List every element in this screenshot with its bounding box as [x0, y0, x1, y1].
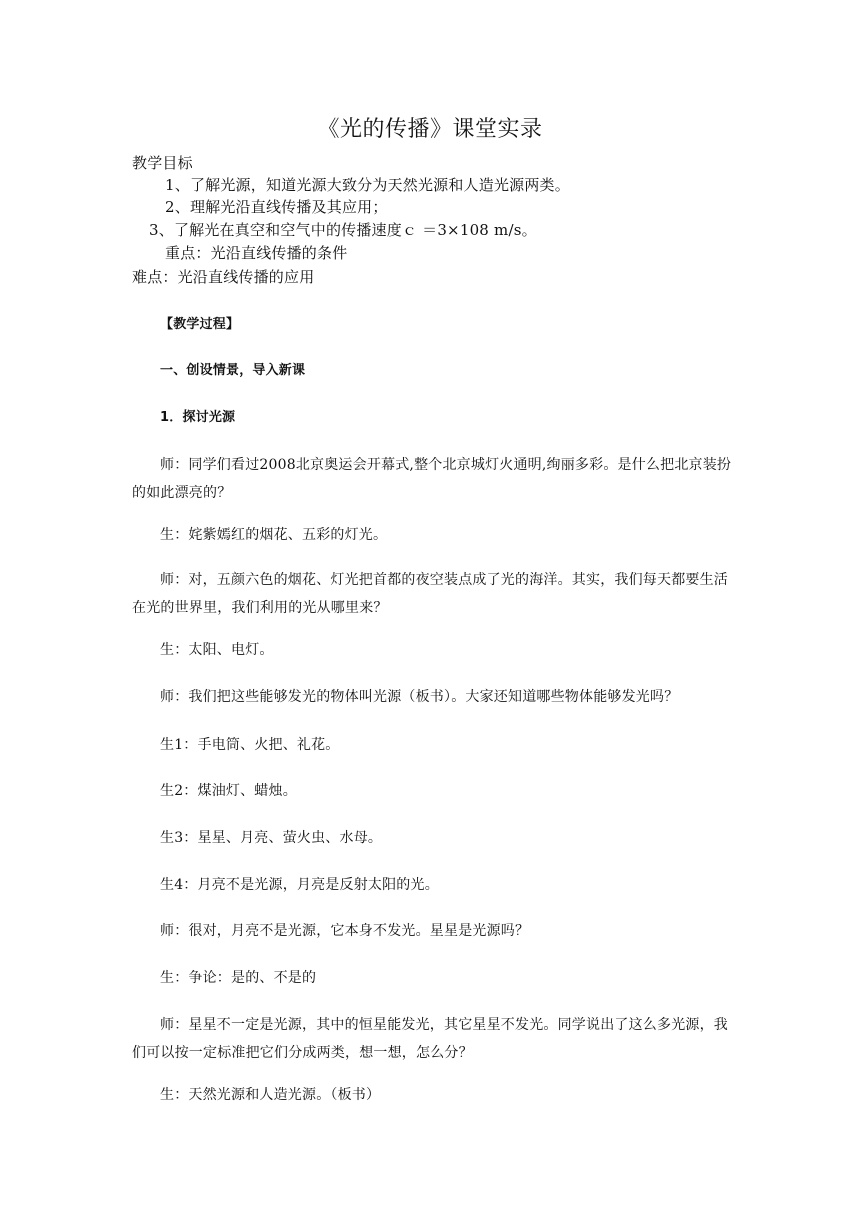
subsection-heading: 1．探讨光源 [160, 410, 236, 425]
objectives-heading: 教学目标 [132, 154, 193, 172]
dialogue-paragraph: 生1：手电筒、火把、礼花。 [160, 737, 340, 753]
objective-item-1: 1、了解光源，知道光源大致分为天然光源和人造光源两类。 [165, 176, 570, 194]
dialogue-paragraph: 生3：星星、月亮、萤火虫、水母。 [160, 830, 383, 846]
dialogue-paragraph: 生：太阳、电灯。 [160, 642, 274, 658]
dialogue-paragraph: 生：姹紫嫣红的烟花、五彩的灯光。 [160, 527, 388, 543]
dialogue-paragraph: 师：我们把这些能够发光的物体叫光源（板书）。大家还知道哪些物体能够发光吗？ [160, 689, 679, 705]
section-heading: 一、创设情景，导入新课 [160, 363, 306, 378]
dialogue-paragraph: 生：争论：是的、不是的 [160, 970, 317, 986]
difficulty-point: 难点：光沿直线传播的应用 [132, 268, 315, 286]
process-heading: 【教学过程】 [160, 317, 240, 332]
dialogue-paragraph: 生2：煤油灯、蜡烛。 [160, 783, 297, 799]
dialogue-paragraph: 生4：月亮不是光源，月亮是反射太阳的光。 [160, 877, 439, 893]
key-point: 重点：光沿直线传播的条件 [165, 244, 348, 262]
dialogue-paragraph: 师：同学们看过2008北京奥运会开幕式,整个北京城灯火通明,绚丽多彩。是什么把北京装扮的如此漂亮的？ [132, 457, 732, 501]
objective-item-3: 3、了解光在真空和空气中的传播速度ｃ ＝3×108 m/s。 [149, 221, 537, 239]
objective-item-2: 2、理解光沿直线传播及其应用； [165, 198, 388, 216]
dialogue-paragraph: 生：天然光源和人造光源。（板书） [160, 1087, 381, 1103]
dialogue-paragraph: 师：星星不一定是光源，其中的恒星能发光，其它星星不发光。同学说出了这么多光源，我们可以按一定标准把它们分成两类，想一想，怎么分？ [132, 1017, 728, 1061]
dialogue-paragraph: 师：对，五颜六色的烟花、灯光把首都的夜空装点成了光的海洋。其实，我们每天都要生活在光的世界里，我们利用的光从哪里来？ [132, 572, 728, 616]
document-title: 《光的传播》课堂实录 [317, 117, 543, 142]
dialogue-paragraph: 师：很对，月亮不是光源，它本身不发光。星星是光源吗？ [160, 923, 530, 939]
